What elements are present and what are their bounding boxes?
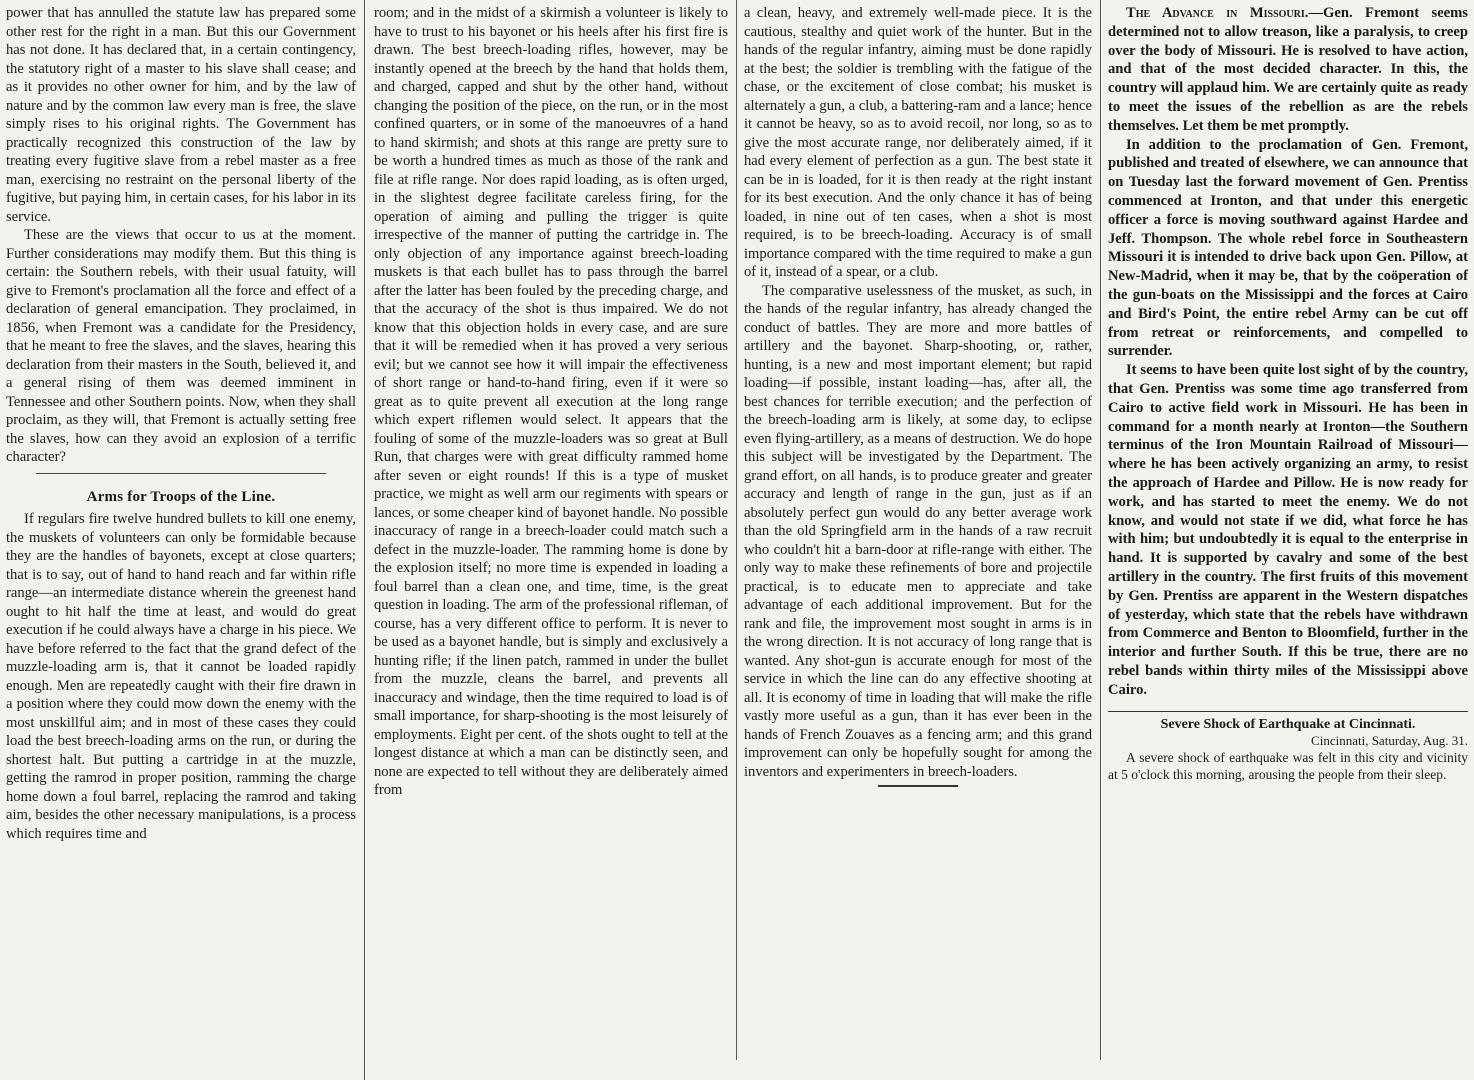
earthquake-dateline: Cincinnati, Saturday, Aug. 31. (1311, 733, 1468, 749)
col3-paragraph-2: The comparative uselessness of the musket, as such, in the hands of the regular infantry, has already changed the conduct of battles. They are more and more battles of artillery and the bayonet. Sharp-shooting, or, rather, hunting, is a new and most important element; but rapid loading—if possible, instant loading—has, after all, the best chances for terrible execution; and the perfection of the breech-loading arm is likely, at some day, to eclipse even flying-artillery, as a means of destruction. We do hope this subject will be investigated by the Department. The grand effort, on all hands, is to produce greater and greater accuracy and length of range in the gun, just as if an absolutely perfect gun would do any better average work than the old Springfield arm in the hands of a raw recruit who couldn't hit a barn-door at rifle-range with either. The only way to make these refinements of bore and projectile practical, is to educate men to appreciate and take advantage of each additional improvement. But for the rank and file, the improvement most sought in arms is in the wrong direction. It is not accuracy of long range that is wanted. Any shot-gun is accurate enough for most of the service in which the line can do any effective shooting at all. It is economy of time in loading that will make the rifle vastly more useful as a gun, than it has ever been in the hands of French Zouaves as a fencing arm; and this grand improvement can only be hopefully sought for among the inventors and experimenters in breech-loaders. (744, 282, 1092, 780)
column-2 (368, 0, 734, 1080)
col1-paragraph-3: If regulars fire twelve hundred bullets to kill one enemy, the muskets of volunteers can only be formidable because they are the handles of bayonets, except at close quarters; that is to say, out of hand to hand reach and far within rifle range—an intermediate distance wherein the greenest hand ought to hit half the time at least, and would do great execution if he could always have a charge in his piece. We have before referred to the fact that the grand defect of the muzzle-loading arm is, that it cannot be loaded rapidly enough. Men are repeatedly caught with their fire drawn in a position where they could mow down the enemy with the most unskillful aim; and in most of these cases they could load the best breech-loading arms on the run, or during the shortest halt. But putting a cartridge in at the muzzle, getting the ramrod in proper position, ramming the charge home down a foul barrel, replacing the ramrod and taking aim, besides the other necessary manipulations, is a process which requires time and (6, 511, 356, 842)
column-3 (738, 0, 1098, 1080)
column-1 (0, 0, 362, 1080)
col4-paragraph-3: It seems to have been quite lost sight of by the country, that Gen. Prentiss was some time ago transferred from Cairo to active field work in Missouri. He has been in command for a month nearly at Ironton—the Southern terminus of the Iron Mountain Railroad of Missouri—where he has been actively organizing an army, to resist the approach of Hardee and Pillow. He is now ready for work, and has started to meet the enemy. We do not know, and would not state if we did, what force he has with him; but undoubtedly it is equal to the enterprise in hand. It is supported by cavalry and some of the best artillery in the country. The first fruits of this movement by Gen. Prentiss are apparent in the Western dispatches of yesterday, which state that the rebels have withdrawn from Commerce and Benton to Bloomfield, further in the interior and further South. If this be true, there are no rebel bands within thirty miles of the Mississippi above Cairo. (1108, 362, 1468, 698)
earthquake-headline: Severe Shock of Earthquake at Cincinnati. (1160, 717, 1416, 733)
col3-paragraph-1: a clean, heavy, and extremely well-made piece. It is the cautious, stealthy and quiet work of the hunter. But in the hands of the regular infantry, aiming must be done rapidly at the best; the soldier is trembling with the fatigue of the chase, or the excitement of close combat; his musket is alternately a gun, a club, a battering-ram and a lance; hence it cannot be heavy, so as to avoid recoil, nor long, so as to give the most accurate range, nor deliberately aimed, if it had every element of perfection as a gun. The best state it can be in is loaded, for it is then ready at the right instant for its best execution. And the only chance it has of being loaded, in nine out of ten cases, when a shot is most required, is to be breech-loading. Accuracy is of small importance compared with the time required to make a gun of it, instead of a spear, or a club. (744, 5, 1092, 280)
column-rule-1 (364, 0, 365, 1080)
col2-paragraph-1: room; and in the midst of a skirmish a volunteer is likely to have to trust to his bayonet or his heels after his first fire is drawn. The best breech-loading rifles, however, may be instantly opened at the breech by the hand that holds them, and charged, capped and shut by the other hand, without changing the position of the piece, on the run, or in the most confined quarters, or in some of the manoeuvres of a hand to hand skirmish; and shots at this range are pretty sure to be worth a hundred times as much as those of the rank and file at rifle range. Nor does rapid loading, as is often urged, in the slightest degree facilitate careless firing, for the operation of aiming and pulling the trigger is quite irrespective of the manner of putting the cartridge in. The only objection of any importance against breech-loading muskets is that each bullet has to pass through the barrel after the latter has been fouled by the preceding charge, and that the accuracy of the shot is thus impaired. We do not know that this objection holds in every case, and are sure that it will be remedied when it has proved a very serious evil; but we cannot see how it will impair the effectiveness of short range or hand-to-hand firing, even if it were so great as to quite prevent all execution at the long range which expert riflemen would select. It appears that the fouling of some of the muzzle-loaders was so great at Bull Run, that charges were with great difficulty rammed home after seven or eight rounds! If this is a type of musket practice, we might as well arm our regiments with spears or lances, or some cheaper kind of bayonet handle. No possible inaccuracy of range in a breech-loader could match such a defect in the muzzle-loader. The ramming home is done by the explosion itself; no more time is expended in loading a foul barrel than a clean one, and time, time, is the great question in loading. The arm of the professional rifleman, of course, has a very different office to perform. It is never to be used as a bayonet handle, but is simply and exclusively a hunting rifle; if the linen patch, rammed in under the bullet from the muzzle, cleans the barrel, and prevents all inaccuracy and windage, then the time required to load is of small importance, for sharp-shooting is the most leisurely of employments. Eight per cent. of the shots ought to tell at the longest distance at which a man can be distinctly seen, and none are expected to tell without they are deliberately aimed from (374, 5, 728, 798)
col4-paragraph-1 (1108, 4, 1468, 136)
col1-paragraph-2: These are the views that occur to us at the moment. Further considerations may modify them. But this thing is certain: the Southern rebels, with their usual fatuity, will give to Fremont's proclamation all the force and effect of a declaration of general emancipation. They proclaimed, in 1856, when Fremont was a candidate for the Presidency, that he meant to free the slaves, and the slaves, hearing this declaration from their masters in the South, believed it, and a general rising of them was deemed imminent in Tennessee and other Southern points. Now, when they shall proclaim, as they will, that Fremont is actually setting free the slaves, how can they avoid an explosion of a terrific character? (6, 227, 356, 465)
section-divider (36, 473, 326, 474)
earthquake-body: A severe shock of earthquake was felt in this city and vicinity at 5 o'clock this morning, arousing the people from their sleep. (1108, 750, 1468, 783)
col1-paragraph-1: power that has annulled the statute law has prepared some other rest for the right in a man. But this our Government has not done. It has declared that, in a certain contingency, the statutory right of a master to his slave shall cease; and as it provides no other owner for him, and by the law of nature and by the common law every man is free, the slave simply rises to his original rights. The Government has practically recognized this construction of the law by treating every fugitive slave from a rebel master as a free man, exercising no restraint on the personal liberty of the fugitive, but paying him, in certain cases, for his labor in its service. (6, 5, 356, 225)
column-rule-2 (736, 0, 737, 1060)
col4-paragraph-1-text: —Gen. Fremont seems determined not to allow treason, like a paralysis, to creep over the body of Missouri. He is resolved to have action, and that of the most decided character. In this, the country will applaud him. We are certainly quite as ready to meet the issues of the rebellion as are the rebels themselves. Let them be met promptly. (1108, 5, 1468, 134)
column-4 (1102, 0, 1474, 1080)
article-end-rule (878, 785, 958, 787)
article-headline-arms: Arms for Troops of the Line. (86, 488, 276, 505)
earthquake-news-box (1108, 711, 1468, 783)
article-headline-missouri: The Advance in Missouri. (1126, 5, 1309, 21)
col4-paragraph-2: In addition to the proclamation of Gen. Fremont, published and treated of elsewhere, we can announce that on Tuesday last the forward movement of Gen. Prentiss commenced at Ironton, and that under this energetic officer a force is moving southward against Hardee and Jeff. Thompson. The whole rebel force in Southeastern Missouri it is intended to drive back upon Gen. Pillow, at New-Madrid, when it may be, that by the coöperation of the gun-boats on the Mississippi and the forces at Cairo and Bird's Point, the entire rebel Army can be cut off from retreat or reinforcements, and compelled to surrender. (1108, 136, 1468, 360)
column-rule-3 (1100, 0, 1101, 1060)
